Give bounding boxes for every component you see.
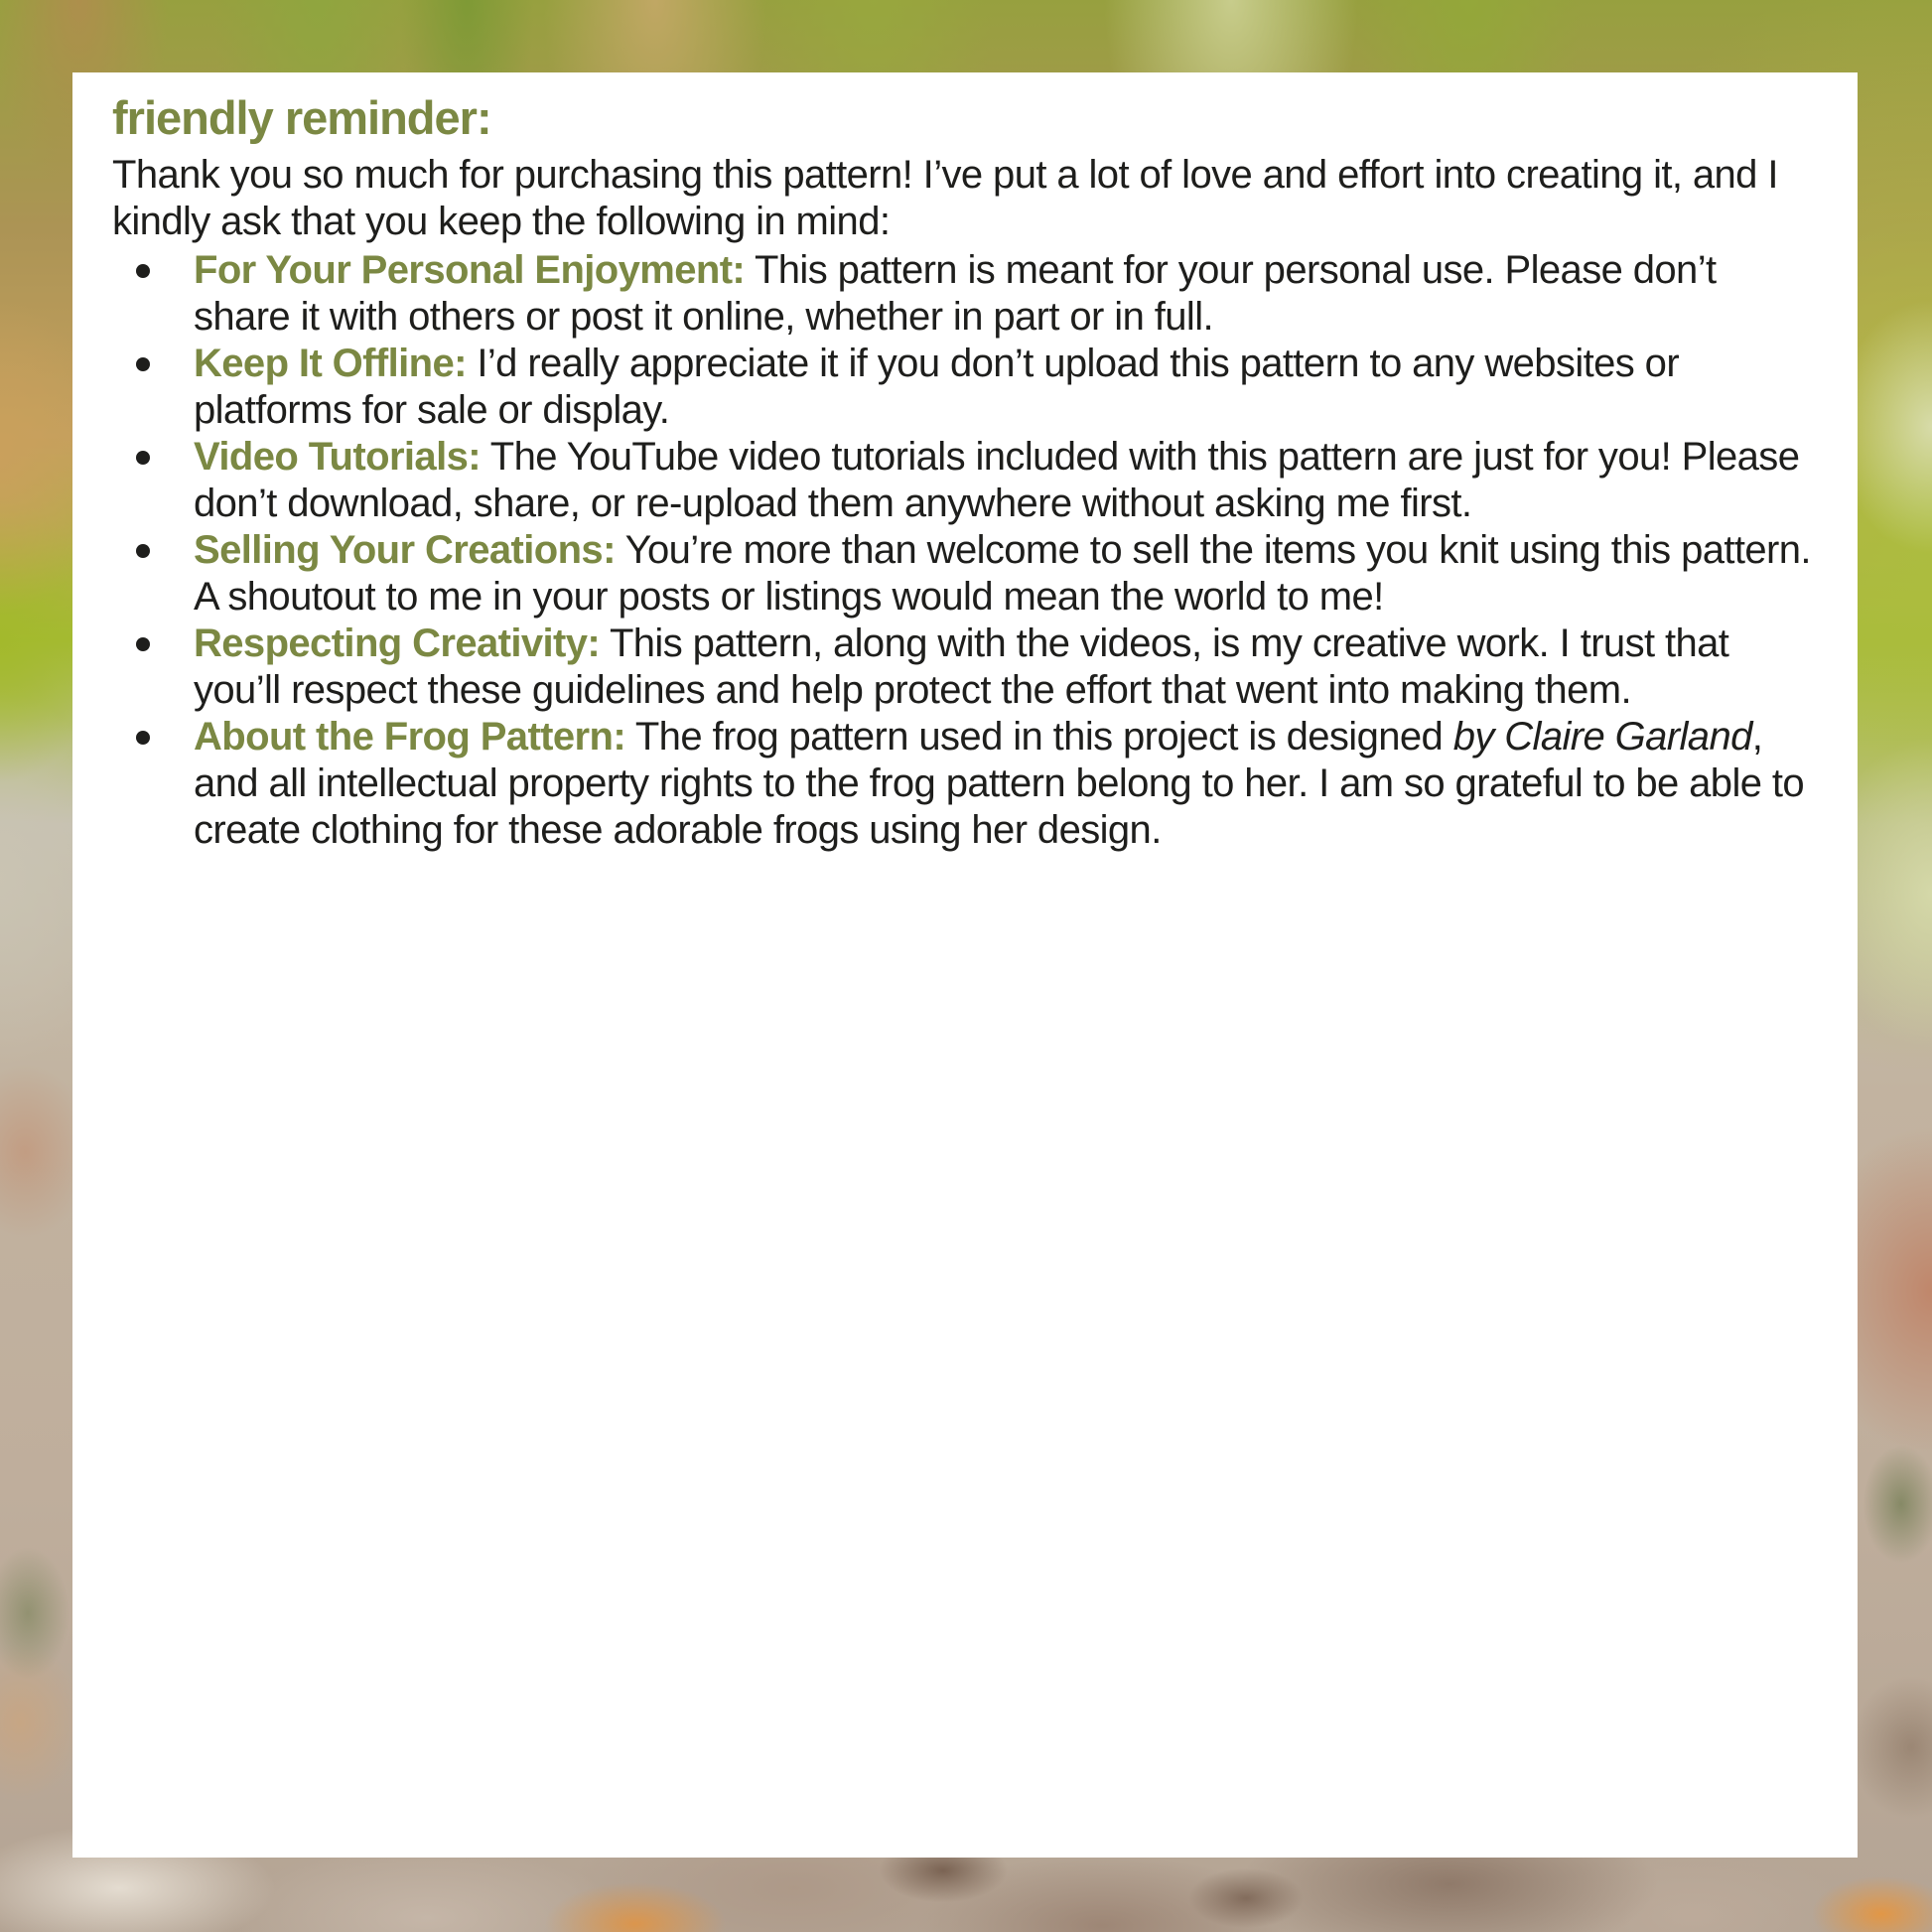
bullet-icon: [136, 544, 150, 558]
bullet-icon: [136, 451, 150, 465]
designer-credit: by Claire Garland: [1452, 715, 1752, 759]
bullet-icon: [136, 731, 150, 745]
intro-paragraph: Thank you so much for purchasing this pattern! I’ve put a lot of love and effort into creating it, and I kindly ask that you keep the following in mind:: [112, 153, 1778, 243]
bullet-label: Respecting Creativity:: [194, 621, 601, 665]
bullet-text: The YouTube video tutorials included with this pattern are just for you! Please don’t download, share, or re-upload them anywhere without asking me first.: [194, 435, 1800, 525]
list-item-selling-creations: [112, 527, 1818, 621]
list-item-video-tutorials: [112, 434, 1818, 527]
list-item-respecting-creativity: [112, 621, 1818, 714]
bullet-text: , and all intellectual property rights to the frog pattern belong to her. I am so grateful to be able to create clothing for these adorable frogs using her design.: [194, 715, 1805, 852]
bullet-icon: [136, 264, 150, 278]
bullet-label: About the Frog Pattern:: [194, 715, 626, 759]
bullet-label: Keep It Offline:: [194, 342, 467, 385]
bullet-icon: [136, 637, 150, 651]
bullet-text: You’re more than welcome to sell the items you knit using this pattern. A shoutout to me in your posts or listings would mean the world to me!: [194, 528, 1811, 619]
reminder-card: [72, 72, 1858, 1858]
bullet-text: The frog pattern used in this project is designed: [625, 715, 1453, 759]
bullet-text: I’d really appreciate it if you don’t upload this pattern to any websites or platforms for sale or display.: [194, 342, 1680, 432]
bullet-text: This pattern is meant for your personal use. Please don’t share it with others or post it online, whether in part or in full.: [194, 248, 1717, 339]
list-item-personal-enjoyment: [112, 247, 1818, 341]
bullet-label: Selling Your Creations:: [194, 528, 616, 572]
bullet-label: Video Tutorials:: [194, 435, 481, 479]
bullet-label: For Your Personal Enjoyment:: [194, 248, 746, 292]
bullet-text: This pattern, along with the videos, is my creative work. I trust that you’ll respect these guidelines and help protect the effort that went into making them.: [194, 621, 1729, 712]
bullet-icon: [136, 357, 150, 371]
list-item-about-frog-pattern: [112, 714, 1818, 854]
reminder-list: [112, 247, 1818, 854]
page-title: friendly reminder:: [112, 91, 491, 144]
list-item-keep-it-offline: [112, 341, 1818, 434]
